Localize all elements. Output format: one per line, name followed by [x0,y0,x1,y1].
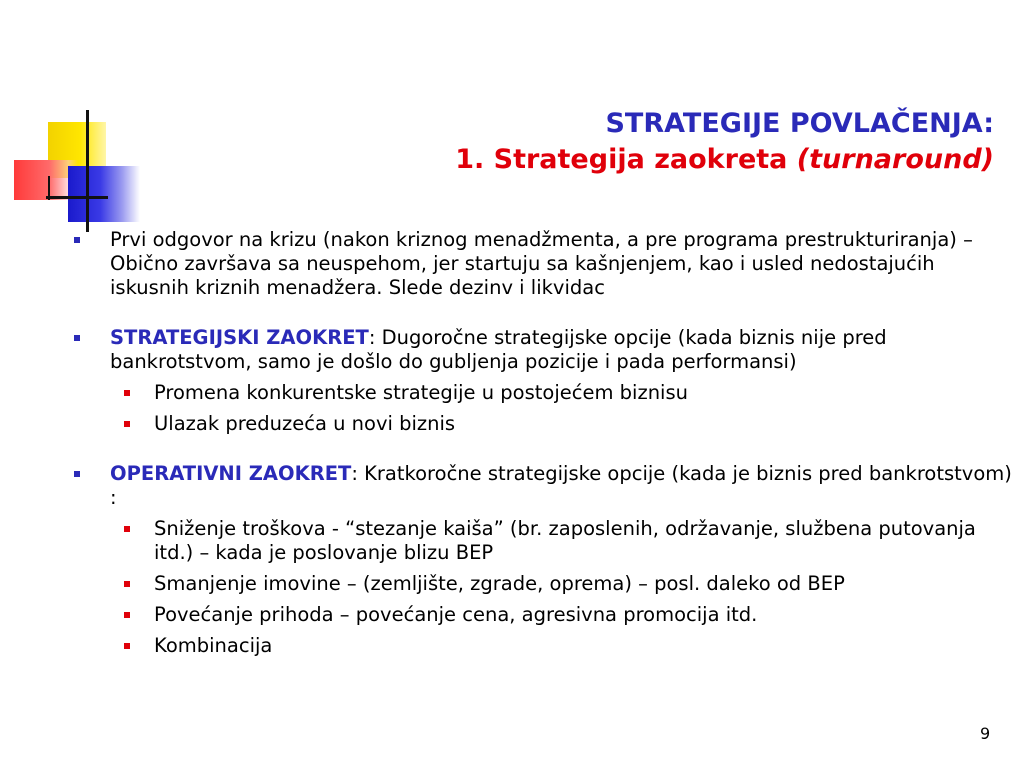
sub-bullet-text: Ulazak preduzeća u novi biznis [154,412,456,435]
bullet-item-1 [66,228,1016,300]
title-line-2-italic: (turnaround) [796,144,994,175]
square-sub-bullet-icon [124,421,130,427]
bullet-item-2 [66,326,1016,374]
title-line-2 [455,142,994,178]
sub-bullet-item [66,603,1016,627]
sub-bullet-item [66,381,1016,405]
page-number: 9 [980,724,991,743]
sub-bullet-text: Povećanje prihoda – povećanje cena, agresivna promocija itd. [154,603,758,626]
square-sub-bullet-icon [124,526,130,532]
sub-bullet-item [66,634,1016,658]
slide-title [455,106,994,178]
bullet-list [66,228,1016,658]
vertical-line-shape [86,110,89,232]
bullet-text: : Dugoročne strategijske opcije (kada biznis nije pred bankrotstvom, samo je došlo do gubljenja pozicije i pada performansi) [110,326,887,373]
blue-square-shape [68,166,140,222]
decorative-logo-icon [0,0,160,240]
horizontal-line-shape [46,196,108,199]
bullet-item-3 [66,462,1016,510]
sub-bullet-item [66,412,1016,436]
bullet-lead: STRATEGIJSKI ZAOKRET [110,326,369,349]
title-line-1: STRATEGIJE POVLAČENJA: [605,108,994,139]
square-bullet-icon [74,237,80,243]
sub-bullet-text: Promena konkurentske strategije u postojećem biznisu [154,381,688,404]
bullet-lead: OPERATIVNI ZAOKRET [110,462,352,485]
title-line-2-main: 1. Strategija zaokreta [455,144,797,175]
square-bullet-icon [74,335,80,341]
sub-bullet-item [66,517,1016,565]
sub-bullet-item [66,572,1016,596]
bullet-text: : Kratkoročne strategijske opcije (kada je biznis pred bankrotstvom) : [110,462,1012,509]
square-sub-bullet-icon [124,612,130,618]
square-sub-bullet-icon [124,390,130,396]
sub-bullet-text: Smanjenje imovine – (zemljište, zgrade, oprema) – posl. daleko od BEP [154,572,845,595]
square-bullet-icon [74,471,80,477]
bullet-text: Prvi odgovor na krizu (nakon kriznog menadžmenta, a pre programa prestrukturiranja) – Obično završava sa neuspehom, jer startuju sa kašnjenjem, kao i usled nedostajućih iskusnih kriznih menadžera. Slede dezinv i likvidac [110,228,973,299]
sub-bullet-text: Sniženje troškova - “stezanje kaiša” (br. zaposlenih, održavanje, službena putovanja itd.) – kada je poslovanje blizu BEP [154,517,976,564]
square-sub-bullet-icon [124,581,130,587]
sub-bullet-text: Kombinacija [154,634,273,657]
square-sub-bullet-icon [124,643,130,649]
